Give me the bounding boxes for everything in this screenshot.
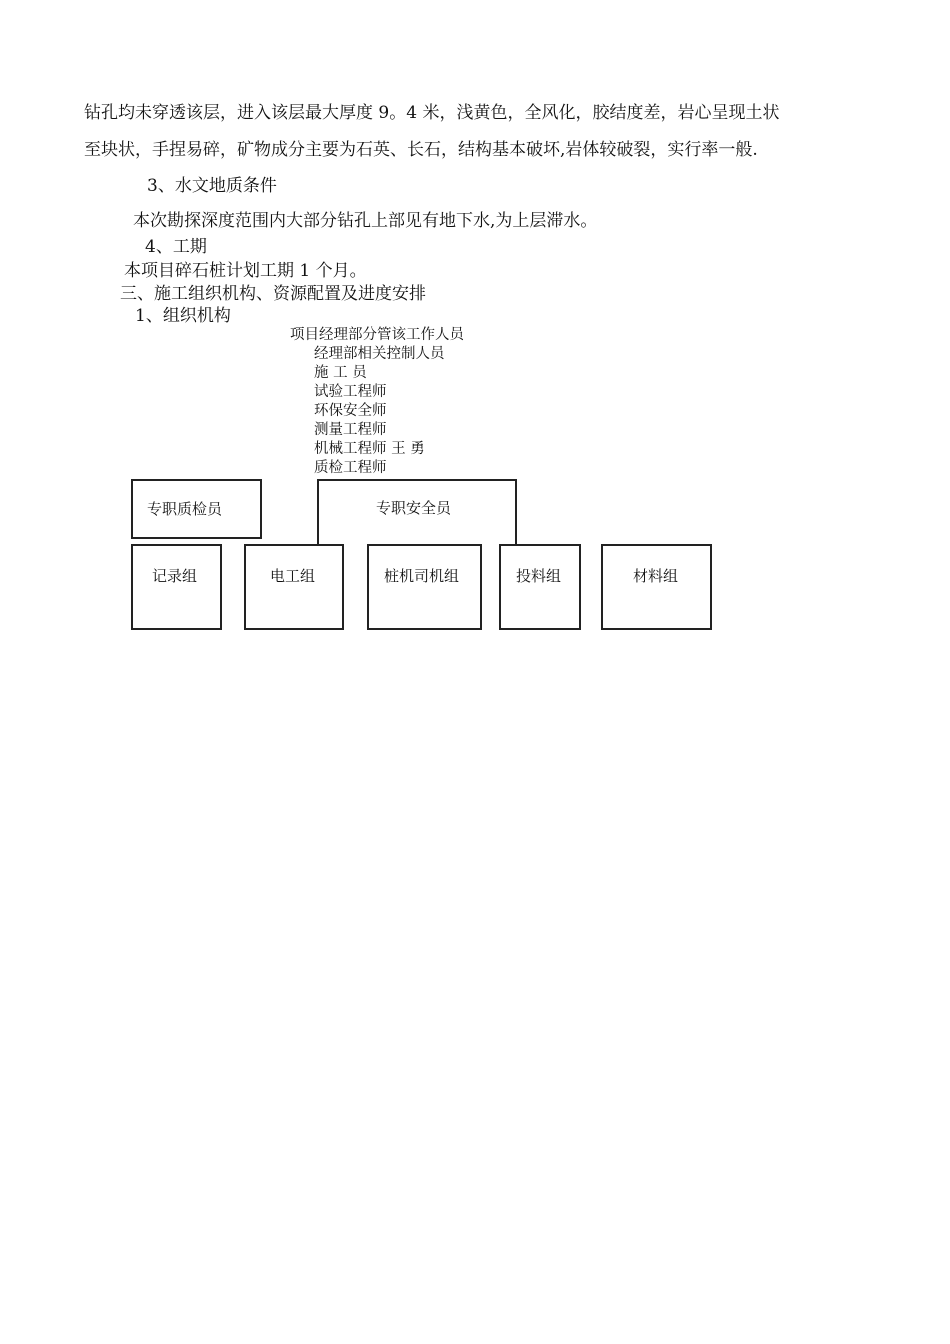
heading-schedule: 4、工期 xyxy=(145,237,207,257)
heading-hydrogeology: 3、水文地质条件 xyxy=(147,176,277,196)
safety-bracket-top xyxy=(317,479,517,481)
paragraph-line-2: 至块状，手捏易碎，矿物成分主要为石英、长石，结构基本破坏,岩体较破裂，实行率一般. xyxy=(84,140,758,160)
org-header-item: 试验工程师 xyxy=(314,384,387,400)
group-label: 材料组 xyxy=(633,567,679,585)
org-header-item: 项目经理部分管该工作人员 xyxy=(290,327,464,343)
group-label: 记录组 xyxy=(152,567,198,585)
org-header-item: 施 工 员 xyxy=(314,365,367,381)
group-label: 电工组 xyxy=(270,567,316,585)
org-header-item: 质检工程师 xyxy=(314,460,387,476)
section-heading-organization: 三、施工组织机构、资源配置及进度安排 xyxy=(120,284,426,304)
group-box-materials xyxy=(601,544,712,630)
quality-inspector-box xyxy=(131,479,262,539)
org-header-item: 经理部相关控制人员 xyxy=(314,346,445,362)
safety-officer-label: 专职安全员 xyxy=(376,499,452,517)
quality-inspector-label: 专职质检员 xyxy=(147,500,223,518)
group-box-records xyxy=(131,544,222,630)
group-box-electrical xyxy=(244,544,344,630)
group-box-feeding xyxy=(499,544,581,630)
paragraph-hydrogeology: 本次勘探深度范围内大部分钻孔上部见有地下水,为上层滞水。 xyxy=(133,211,598,231)
safety-bracket-right xyxy=(515,479,517,546)
group-label: 投料组 xyxy=(516,567,562,585)
subheading-org-structure: 1、组织机构 xyxy=(135,306,231,326)
paragraph-line-1: 钻孔均未穿透该层，进入该层最大厚度 9。4 米，浅黄色，全风化，胶结度差，岩心呈现土状 xyxy=(84,103,780,123)
paragraph-schedule: 本项目碎石桩计划工期 1 个月。 xyxy=(124,261,367,281)
safety-bracket-left xyxy=(317,479,319,546)
org-header-item: 测量工程师 xyxy=(314,422,387,438)
group-label: 桩机司机组 xyxy=(384,567,460,585)
org-header-item: 机械工程师 王 勇 xyxy=(314,441,425,457)
org-header-item: 环保安全师 xyxy=(314,403,387,419)
group-box-pile-driver xyxy=(367,544,482,630)
